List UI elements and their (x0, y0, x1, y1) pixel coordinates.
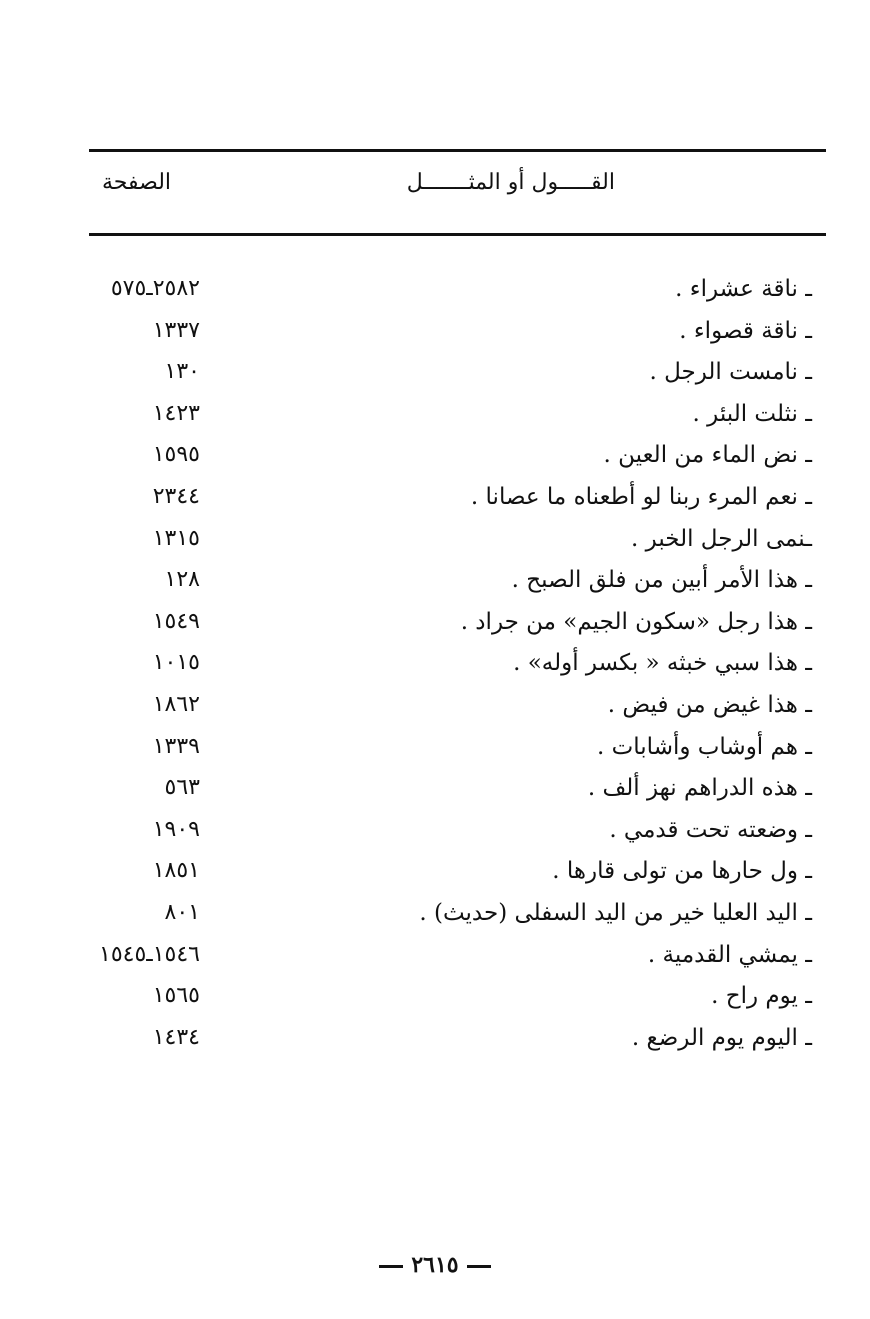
list-item (0, 477, 870, 519)
saying-text: ـ هذه الدراهم نهز ألف . (587, 775, 812, 802)
page-reference: ٨٠١ (164, 899, 200, 925)
list-item (0, 893, 870, 935)
page-reference: ١٩٠٩ (152, 816, 200, 842)
saying-text: ـ يمشي القدمية . (647, 941, 812, 968)
list-item (0, 602, 870, 644)
list-item (0, 851, 870, 893)
page-reference: ١٤٢٣ (152, 400, 200, 426)
page-reference: ١٠١٥ (152, 650, 200, 676)
list-item (0, 643, 870, 685)
page-reference: ٢٣٤٤ (152, 483, 200, 509)
list-item (0, 435, 870, 477)
list-item (0, 935, 870, 977)
saying-text: ـ ول حارها من تولى قارها . (552, 858, 812, 885)
page-reference: ١٥٤٦ـ١٥٤٥ (99, 941, 200, 967)
page-reference: ١٨٥١ (152, 858, 200, 884)
header-bottom-rule (89, 233, 826, 236)
saying-text: ـ اليد العليا خير من اليد السفلى (حديث) . (419, 899, 812, 926)
list-item (0, 269, 870, 311)
page-reference: ١٥٤٩ (152, 608, 200, 634)
page-reference: ٥٦٣ (164, 775, 200, 801)
saying-text: ـ هذا رجل «سكون الجيم» من جراد . (460, 608, 812, 635)
page-reference: ١٣٣٧ (152, 317, 200, 343)
list-item (0, 727, 870, 769)
footer-dash-left (379, 1265, 403, 1268)
list-item (0, 976, 870, 1018)
page-number: ٢٦١٥ (411, 1252, 459, 1278)
list-item (0, 560, 870, 602)
saying-text: ـ نامست الرجل . (649, 359, 812, 386)
footer-dash-right (467, 1265, 491, 1268)
page-reference: ١٣١٥ (152, 525, 200, 551)
list-item (0, 519, 870, 561)
list-item (0, 394, 870, 436)
header-top-rule (89, 149, 826, 152)
saying-text: ـ ناقة قصواء . (679, 317, 812, 344)
list-item (0, 1018, 870, 1060)
sayings-list (0, 269, 870, 1059)
page-reference: ١٥٩٥ (152, 442, 200, 468)
saying-text: ـ نثلت البئر . (692, 400, 812, 427)
saying-text: ـ نعم المرء ربنا لو أطعناه ما عصانا . (470, 483, 812, 510)
page-reference: ١٤٣٤ (152, 1024, 200, 1050)
list-item (0, 810, 870, 852)
list-item (0, 685, 870, 727)
saying-text: ـ هذا سبي خبثه « بكسر أوله» . (513, 650, 812, 677)
saying-text: ـنمى الرجل الخبر . (631, 525, 812, 552)
page-reference: ١٣٠ (164, 359, 200, 385)
page-reference: ١٣٣٩ (152, 733, 200, 759)
saying-text: ـ هذا غيض من فيض . (607, 691, 812, 718)
list-item (0, 352, 870, 394)
saying-text: ـ يوم راح . (711, 983, 812, 1010)
page-reference: ١٥٦٥ (152, 983, 200, 1009)
column-header-saying: القـــــول أو المثـــــــل (406, 170, 615, 195)
saying-text: ـ هذا الأمر أبين من فلق الصبح . (511, 567, 812, 594)
list-item (0, 768, 870, 810)
saying-text: ـ وضعته تحت قدمي . (609, 816, 812, 843)
saying-text: ـ هم أوشاب وأشابات . (597, 733, 812, 760)
page-reference: ١٢٨ (164, 567, 200, 593)
page-footer (0, 1252, 870, 1278)
page-reference: ١٨٦٢ (152, 691, 200, 717)
column-header-page: الصفحة (102, 170, 172, 195)
page-reference: ٢٥٨٢ـ٥٧٥ (110, 276, 200, 301)
list-item (0, 311, 870, 353)
saying-text: ـ اليوم يوم الرضع . (631, 1024, 812, 1051)
saying-text: ـ ناقة عشراء . (675, 276, 812, 302)
saying-text: ـ نض الماء من العين . (603, 442, 812, 469)
